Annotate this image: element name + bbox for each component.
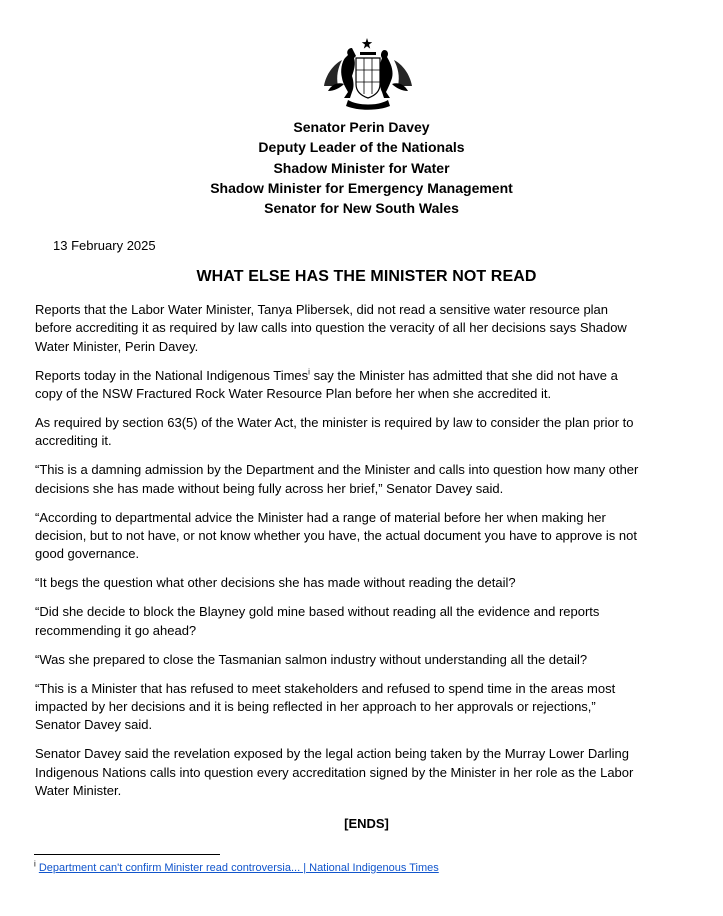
sender-role-shadow-water: Shadow Minister for Water [273, 159, 450, 176]
shield-icon [356, 58, 380, 98]
paragraph-6 [35, 574, 697, 592]
text-line: before accrediting it as required by law calls into question the veracity of all her decisions says Shadow [35, 320, 627, 336]
text-segment: Reports today in the National Indigenous Times [35, 367, 309, 383]
text-line: As required by section 63(5) of the Water Act, the minister is required by law to consider the plan prior to [35, 415, 634, 431]
sender-role-shadow-emergency: Shadow Minister for Emergency Management [210, 179, 513, 196]
commonwealth-star-icon [362, 38, 372, 49]
sender-block [0, 117, 723, 218]
text-line: copy of the NSW Fractured Rock Water Resource Plan before her when she accredited it. [35, 386, 552, 402]
paragraph-7 [35, 603, 697, 640]
text-line: “According to departmental advice the Minister had a range of material before her when making her [35, 509, 606, 525]
text-line: Indigenous Nations calls into question every accreditation signed by the Minister in her role as the Labor [35, 764, 634, 780]
text-line: Water Minister. [35, 783, 122, 799]
text-segment: say the Minister has admitted that she did not have a [309, 367, 618, 383]
paragraph-9 [35, 680, 697, 735]
emu-icon [379, 50, 392, 98]
footnote [34, 860, 439, 876]
text-line: “It begs the question what other decisions she has made without reading the detail? [35, 575, 516, 591]
footnote-link[interactable]: Department can't confirm Minister read controversia... | National Indigenous Times [38, 862, 439, 874]
text-line: Water Minister, Perin Davey. [35, 338, 199, 354]
sender-name: Senator Perin Davey [293, 119, 430, 135]
text-line: “Did she decide to block the Blayney gold mine based without reading all the evidence and reports [35, 604, 600, 620]
paragraph-1 [35, 301, 697, 356]
media-release-body [35, 301, 697, 811]
text-line: “This is a damning admission by the Department and the Minister and calls into question how many other [35, 462, 639, 478]
text-line [35, 367, 697, 385]
paragraph-10 [35, 745, 697, 800]
footnote-marker: i [34, 859, 36, 869]
text-line: Reports that the Labor Water Minister, Tanya Plibersek, did not read a sensitive water resource plan [35, 302, 609, 317]
text-line: decisions she has made without being fully across her brief,” Senator Davey said. [35, 480, 504, 496]
coat-of-arms-emblem [318, 36, 418, 112]
text-line: “Was she prepared to close the Tasmanian salmon industry without understanding all the detail? [35, 651, 588, 667]
paragraph-3 [35, 414, 697, 451]
text-line: accrediting it. [35, 433, 112, 449]
footnote-divider [34, 854, 220, 855]
text-line: decision, but to not have, or not know whether you have, the actual document you have to approve is not [35, 528, 637, 544]
sender-role-senator: Senator for New South Wales [264, 200, 459, 217]
text-line: “This is a Minister that has refused to meet stakeholders and refused to spend time in the areas most [35, 680, 616, 696]
sender-role-deputy-leader: Deputy Leader of the Nationals [258, 139, 465, 156]
ends-marker: [ENDS] [344, 816, 389, 831]
release-date: 13 February 2025 [53, 238, 156, 253]
paragraph-4 [35, 461, 697, 498]
paragraph-8 [35, 651, 697, 669]
text-line: good governance. [35, 546, 140, 562]
paragraph-2 [35, 367, 697, 404]
footnote-marker[interactable]: i [308, 367, 310, 377]
text-line: recommending it go ahead? [35, 622, 197, 638]
text-line: impacted by her decisions and it is being reflected in her approach to her approvals or rejections,” [35, 698, 596, 714]
paragraph-5 [35, 509, 697, 564]
text-line: Senator Davey said the revelation exposed by the legal action being taken by the Murray Lower Darling [35, 746, 630, 762]
text-line: Senator Davey said. [35, 717, 153, 733]
page-title: WHAT ELSE HAS THE MINISTER NOT READ [196, 268, 537, 285]
kangaroo-icon [341, 48, 356, 98]
